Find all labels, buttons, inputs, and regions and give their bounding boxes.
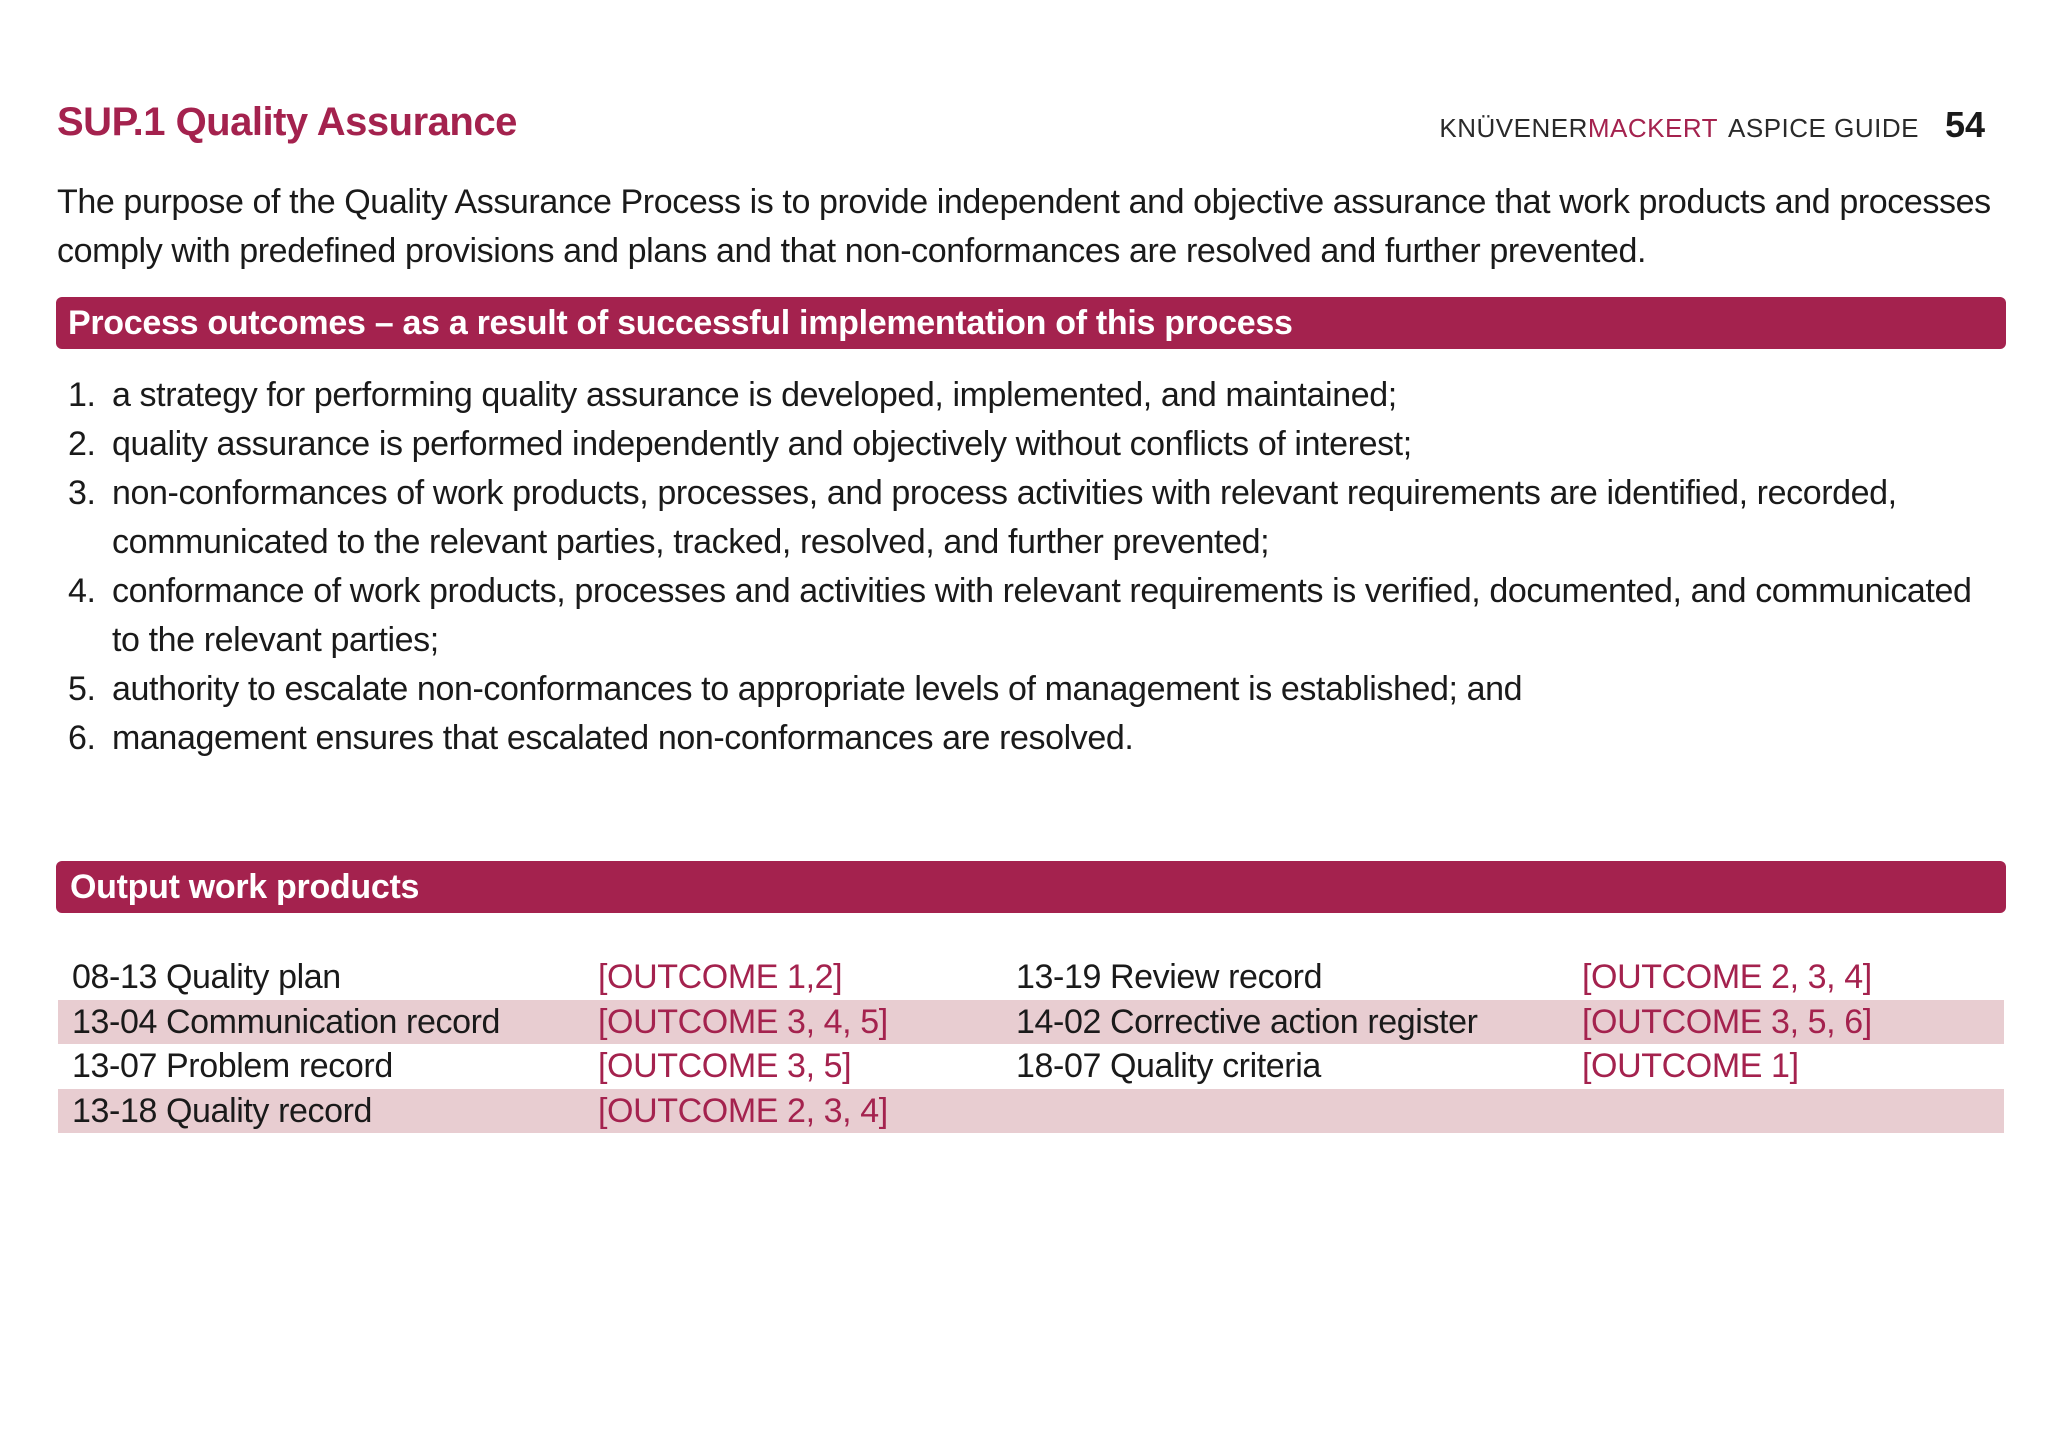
page-number: 54 xyxy=(1944,104,1985,145)
list-item xyxy=(68,420,1988,469)
work-product-outcome xyxy=(1582,1089,2004,1134)
output-work-products-heading: Output work products xyxy=(56,861,2006,913)
purpose-paragraph: The purpose of the Quality Assurance Process is to provide independent and objective assurance that work products and processes comply with predefined provisions and plans and that non-conformances are resolved and further prevented. xyxy=(57,183,1991,270)
list-item xyxy=(68,371,1988,420)
list-item-text: management ensures that escalated non-conformances are resolved. xyxy=(112,719,1134,757)
table-row xyxy=(58,1044,2004,1089)
work-product-outcome: [OUTCOME 3, 5] xyxy=(598,1047,852,1085)
outcomes-list xyxy=(68,371,1988,763)
work-product-name: 13-07 Problem record xyxy=(72,1047,393,1085)
table-row xyxy=(58,1089,2004,1134)
page-title: SUP.1 Quality Assurance xyxy=(57,100,517,144)
work-product-outcome: [OUTCOME 2, 3, 4] xyxy=(598,1091,888,1130)
list-item xyxy=(68,567,1988,665)
brand-name-part1: KNÜVENER xyxy=(1439,113,1588,143)
list-item-text: authority to escalate non-conformances to appropriate levels of management is established; and xyxy=(112,670,1523,708)
list-item-text: a strategy for performing quality assurance is developed, implemented, and maintained; xyxy=(112,376,1397,414)
brand-header xyxy=(1439,104,1985,146)
brand-name-part2: MACKERT xyxy=(1587,113,1719,143)
list-item-number: 3. xyxy=(68,474,96,512)
work-product-name: 13-04 Communication record xyxy=(72,1002,501,1041)
list-item-number: 1. xyxy=(68,376,96,414)
work-product-outcome: [OUTCOME 3, 5, 6] xyxy=(1582,1002,1872,1041)
work-product-outcome: [OUTCOME 2, 3, 4] xyxy=(1582,958,1872,996)
list-item-text: quality assurance is performed independently and objectively without conflicts of interest; xyxy=(112,425,1412,463)
work-product-name xyxy=(1016,1089,1582,1134)
work-products-table xyxy=(58,955,2004,1133)
list-item xyxy=(68,469,1988,567)
work-product-name: 14-02 Corrective action register xyxy=(1016,1002,1478,1041)
table-row xyxy=(58,1000,2004,1045)
process-outcomes-heading: Process outcomes – as a result of successful implementation of this process xyxy=(56,297,2006,349)
list-item xyxy=(68,714,1988,763)
list-item-number: 6. xyxy=(68,719,96,757)
list-item-number: 4. xyxy=(68,572,96,610)
list-item-number: 5. xyxy=(68,670,96,708)
table-row xyxy=(58,955,2004,1000)
work-product-name: 13-18 Quality record xyxy=(72,1091,373,1130)
list-item xyxy=(68,665,1988,714)
list-item-number: 2. xyxy=(68,425,96,463)
work-product-name: 18-07 Quality criteria xyxy=(1016,1047,1321,1085)
list-item-text: conformance of work products, processes and activities with relevant requirements is verified, documented, and communicated to the relevant parties; xyxy=(112,572,1972,659)
brand-guide-label: ASPICE GUIDE xyxy=(1728,113,1919,143)
work-product-outcome: [OUTCOME 3, 4, 5] xyxy=(598,1002,888,1041)
work-product-outcome: [OUTCOME 1,2] xyxy=(598,958,843,996)
work-product-name: 13-19 Review record xyxy=(1016,958,1323,996)
list-item-text: non-conformances of work products, processes, and process activities with relevant requirements are identified, recorded, communicated to the relevant parties, tracked, resolved, and further prevented; xyxy=(112,474,1897,561)
work-product-name: 08-13 Quality plan xyxy=(72,958,341,996)
work-product-outcome: [OUTCOME 1] xyxy=(1582,1047,1799,1085)
